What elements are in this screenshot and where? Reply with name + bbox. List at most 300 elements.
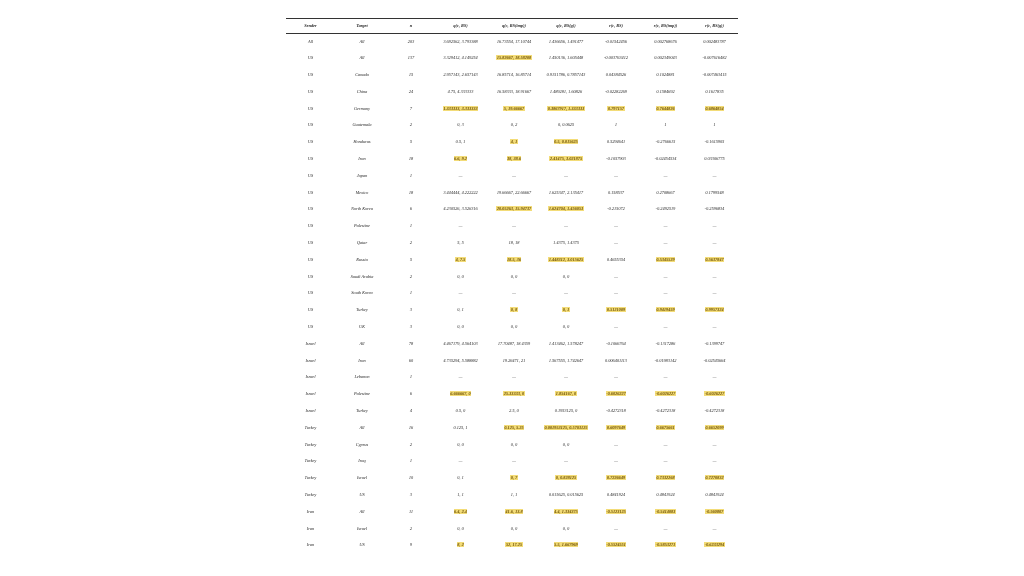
cell-n: 2	[409, 240, 413, 246]
cell-q-rs-g: 1.436656, 1.491477	[548, 38, 584, 44]
cell-sender: US	[307, 324, 314, 330]
table-row	[286, 50, 738, 67]
cell-sender: US	[307, 290, 314, 296]
cell-n: 15	[408, 72, 414, 78]
cell-target: China	[356, 88, 368, 94]
cell-r-rs-imp: —	[663, 324, 668, 330]
cell-sender: US	[307, 55, 314, 61]
cell-target: Canada	[355, 72, 369, 78]
cell-r-rs-imp: 0.002349043	[654, 55, 677, 61]
cell-q-rs: 8, 2	[457, 542, 464, 548]
cell-q-rs-g: 0, 0	[562, 441, 570, 447]
cell-r-rs-imp: 0.2708667	[656, 189, 675, 195]
cell-r-rs: -0.02282269	[605, 88, 627, 94]
cell-r-rs: —	[614, 223, 618, 229]
results-table	[286, 18, 738, 554]
cell-target: Iran	[358, 156, 366, 162]
cell-q-rs-g: 0, 1	[562, 307, 570, 313]
cell-r-rs-imp: —	[663, 172, 668, 178]
cell-r-rs-imp: 0.1024881	[656, 72, 675, 78]
cell-n: 6	[409, 391, 413, 397]
cell-q-rs-g: 1.854167, 0	[555, 391, 577, 397]
cell-n: 9	[409, 542, 413, 548]
cell-q-rs: —	[458, 223, 463, 229]
cell-target: All	[359, 38, 365, 44]
cell-q-rs-imp: 20.05263, 15.94737	[496, 206, 532, 212]
cell-target: Saudi Arabia	[350, 273, 374, 279]
cell-q-rs-g: —	[564, 458, 568, 464]
cell-q-rs: 2.957143, 2.657143	[443, 72, 478, 78]
header-n: n	[409, 22, 413, 28]
cell-r-rs: -0.215072	[607, 206, 625, 212]
cell-sender: US	[307, 206, 314, 212]
cell-q-rs-imp: —	[512, 458, 516, 464]
cell-q-rs-g: 2.41475, 3.021875	[549, 156, 583, 162]
table-row	[286, 386, 738, 403]
cell-n: 1	[409, 290, 413, 296]
header-q-rs-g: q(c, RS(g))	[556, 22, 576, 28]
cell-r-rs: 0.04384526	[605, 72, 627, 78]
cell-q-rs-imp: 15.82667, 18.58208	[496, 55, 532, 61]
cell-q-rs: 0.125, 1	[453, 424, 468, 430]
cell-sender: US	[307, 189, 314, 195]
table-row	[286, 117, 738, 134]
cell-n: 24	[408, 88, 414, 94]
cell-r-rs-g: 0.002483787	[703, 38, 726, 44]
table-row	[286, 34, 738, 51]
cell-r-rs: 0.5294641	[606, 139, 626, 145]
cell-q-rs-imp: 16.58333, 18.91667	[496, 88, 532, 94]
cell-target: US	[359, 492, 365, 498]
cell-r-rs: 0.4655354	[606, 256, 626, 262]
cell-q-rs-g: 0, 0	[562, 273, 570, 279]
cell-q-rs: —	[458, 374, 463, 380]
cell-r-rs: —	[614, 374, 618, 380]
cell-r-rs-g: -0.4272318	[704, 408, 725, 414]
cell-q-rs-g: 0.001953125, 0.5703125	[544, 424, 588, 430]
cell-n: 2	[409, 273, 413, 279]
cell-sender: Israel	[305, 357, 316, 363]
cell-q-rs-imp: 41.6, 13.8	[505, 508, 523, 514]
cell-r-rs-imp: -0.5414083	[655, 508, 676, 514]
cell-r-rs-imp: 0.1584692	[656, 88, 675, 94]
table-row	[286, 285, 738, 302]
cell-target: UK	[359, 324, 365, 330]
table-row	[286, 67, 738, 84]
cell-q-rs: 3.329412, 4.149254	[443, 55, 478, 61]
cell-q-rs: 0.5, 0	[455, 408, 466, 414]
cell-n: 10	[408, 475, 414, 481]
table-row	[286, 504, 738, 521]
cell-r-rs-g: —	[712, 525, 717, 531]
cell-sender: US	[307, 122, 314, 128]
cell-sender: US	[307, 156, 314, 162]
cell-r-rs-imp: 1	[664, 122, 667, 128]
cell-target: Turkey	[356, 307, 368, 313]
cell-r-rs-imp: —	[663, 525, 668, 531]
cell-n: 11	[409, 508, 413, 514]
cell-target: Germany	[354, 105, 370, 111]
cell-n: 137	[407, 55, 415, 61]
cell-r-rs-imp: 0.7644826	[656, 105, 675, 111]
cell-q-rs-g: 1.448312, 3.015625	[548, 256, 584, 262]
cell-r-rs-g: 0.1617835	[705, 88, 724, 94]
cell-r-rs: -0.4272318	[606, 408, 626, 414]
cell-r-rs: 0.4841924	[606, 492, 626, 498]
cell-q-rs: —	[458, 172, 463, 178]
cell-n: 5	[409, 256, 413, 262]
cell-sender: US	[307, 223, 314, 229]
cell-r-rs: -0.01542456	[605, 38, 627, 44]
table-row	[286, 470, 738, 487]
cell-r-rs: 0.5121009	[606, 307, 626, 313]
cell-target: Russia	[356, 256, 368, 262]
cell-r-rs-g: 1	[713, 122, 716, 128]
cell-target: South Korea	[351, 290, 373, 296]
cell-target: All	[359, 508, 365, 514]
cell-q-rs-g: 1.4375, 1.4375	[553, 240, 579, 246]
cell-n: 2	[409, 441, 413, 447]
cell-q-rs-imp: 0, 8	[510, 307, 518, 313]
cell-q-rs: 0, 0	[457, 324, 464, 330]
cell-n: 1	[409, 223, 413, 229]
cell-r-rs: 0.7226649	[606, 475, 626, 481]
cell-sender: Israel	[305, 340, 316, 346]
header-r-rs-imp: r(c, RS(imp))	[653, 22, 678, 28]
cell-r-rs-imp: -0.02454534	[654, 156, 677, 162]
cell-target: Turkey	[356, 408, 368, 414]
cell-r-rs: 0.006401113	[605, 357, 627, 363]
cell-r-rs-imp: —	[663, 458, 668, 464]
table-row	[286, 218, 738, 235]
cell-r-rs-imp: -0.01983142	[654, 357, 677, 363]
table-row	[286, 252, 738, 269]
cell-q-rs-g: —	[564, 172, 568, 178]
cell-sender: Israel	[305, 408, 316, 414]
table-row	[286, 319, 738, 336]
cell-sender: Turkey	[304, 441, 317, 447]
cell-q-rs-g: 0.3867917, 1.333333	[547, 105, 585, 111]
table-row	[286, 487, 738, 504]
cell-r-rs-imp: -0.2492519	[655, 206, 676, 212]
cell-q-rs-g: 0.9151786, 0.7857143	[546, 72, 586, 78]
cell-n: 78	[408, 340, 414, 346]
cell-r-rs-g: —	[712, 172, 717, 178]
cell-r-rs: -0.5123125	[606, 508, 626, 514]
cell-sender: Turkey	[304, 458, 317, 464]
cell-target: Guatemala	[352, 122, 372, 128]
cell-n: 2	[409, 525, 413, 531]
cell-sender: US	[307, 273, 314, 279]
cell-q-rs-imp: 0, 0	[510, 273, 518, 279]
cell-r-rs: 0.797157	[607, 105, 625, 111]
cell-q-rs-imp: —	[512, 374, 516, 380]
table-row	[286, 168, 738, 185]
cell-sender: US	[307, 240, 314, 246]
cell-q-rs: 4.467179, 4.564103	[443, 340, 478, 346]
cell-q-rs-imp: 19.26471, 21	[502, 357, 526, 363]
cell-target: Israel	[356, 525, 368, 531]
cell-q-rs-g: —	[564, 290, 568, 296]
cell-r-rs-imp: —	[663, 223, 668, 229]
cell-target: Iraq	[358, 458, 366, 464]
cell-q-rs: 4, 7.5	[455, 256, 466, 262]
cell-r-rs: —	[614, 290, 618, 296]
header-r-rs: r(c, RS)	[609, 22, 623, 28]
cell-sender: US	[307, 105, 314, 111]
cell-q-rs: 0, 1	[457, 307, 464, 313]
cell-r-rs-g: -0.02545664	[703, 357, 726, 363]
cell-q-rs-g: —	[564, 223, 568, 229]
cell-r-rs-imp: -0.5853271	[655, 542, 676, 548]
cell-r-rs-g: -0.2596834	[704, 206, 725, 212]
cell-r-rs-g: -0.6233294	[704, 542, 725, 548]
cell-r-rs-imp: 0.002768676	[654, 38, 677, 44]
table-row	[286, 151, 738, 168]
cell-q-rs: 0, 0	[457, 441, 464, 447]
cell-n: 1	[409, 374, 413, 380]
cell-q-rs-g: 1.413462, 1.578247	[548, 340, 584, 346]
cell-q-rs: 5, 5	[457, 240, 464, 246]
cell-q-rs-g: 0.1953125, 0	[554, 408, 578, 414]
header-sender: Sender	[304, 22, 317, 28]
cell-q-rs: 4.735294, 5.588882	[443, 357, 478, 363]
table-row	[286, 185, 738, 202]
cell-r-rs-g: —	[712, 273, 717, 279]
cell-n: 203	[407, 38, 415, 44]
cell-q-rs: 0, 0	[457, 525, 464, 531]
cell-r-rs-imp: 0.6675661	[656, 424, 675, 430]
cell-n: 3	[409, 307, 413, 313]
cell-r-rs-imp: —	[663, 273, 668, 279]
cell-n: 1	[409, 458, 413, 464]
table-body	[286, 34, 738, 555]
table-row	[286, 537, 738, 554]
cell-q-rs-imp: 1, 1	[510, 492, 518, 498]
cell-r-rs-imp: 0.7332268	[656, 475, 675, 481]
cell-n: 18	[408, 156, 414, 162]
cell-r-rs: 0.158537	[607, 189, 625, 195]
cell-q-rs-g: 0.5, 0.015625	[554, 139, 578, 145]
table-row	[286, 369, 738, 386]
cell-r-rs-g: —	[712, 441, 717, 447]
header-q-rs-imp: q(c, RS(imp))	[502, 22, 526, 28]
cell-r-rs-g: —	[712, 374, 717, 380]
cell-r-rs-g: —	[712, 240, 717, 246]
cell-q-rs: —	[458, 290, 463, 296]
cell-target: Honduras	[353, 139, 371, 145]
cell-r-rs: —	[614, 441, 618, 447]
cell-q-rs-g: 1.489281, 1.60826	[549, 88, 583, 94]
cell-r-rs: 0.6097649	[606, 424, 626, 430]
cell-q-rs: 0, 3	[457, 122, 464, 128]
cell-sender: Turkey	[304, 492, 317, 498]
cell-q-rs-imp: —	[512, 290, 516, 296]
cell-sender: Iran	[306, 542, 315, 548]
cell-q-rs-imp: 19.66667, 22.66667	[496, 189, 532, 195]
cell-q-rs-g: 1.624704, 1.456053	[548, 206, 584, 212]
cell-q-rs-g: 4.4, 1.334375	[554, 508, 578, 514]
results-table-container	[286, 18, 738, 554]
cell-q-rs-imp: 17.70487, 18.4359	[497, 340, 531, 346]
cell-r-rs-g: 0.9957324	[705, 307, 724, 313]
cell-r-rs-g: 0.1799548	[705, 189, 724, 195]
cell-target: Palestine	[354, 391, 370, 397]
header-target: Target	[356, 22, 368, 28]
cell-q-rs-imp: 5, 19.66667	[503, 105, 525, 111]
cell-n: 5	[409, 139, 413, 145]
cell-q-rs: 1.333333, 3.333333	[443, 105, 478, 111]
cell-r-rs-g: 0.7270832	[705, 475, 724, 481]
table-row	[286, 353, 738, 370]
table-row	[286, 336, 738, 353]
cell-r-rs-g: 0.6864854	[705, 105, 724, 111]
cell-q-rs: 0, 0	[457, 273, 464, 279]
cell-sender: Turkey	[304, 424, 317, 430]
cell-r-rs-g: -0.6026227	[704, 391, 725, 397]
cell-r-rs: —	[614, 273, 618, 279]
cell-r-rs: 1	[614, 122, 618, 128]
cell-target: Cyprus	[355, 441, 369, 447]
cell-r-rs: -0.5524551	[606, 542, 626, 548]
cell-target: Iran	[358, 357, 366, 363]
cell-sender: US	[307, 172, 314, 178]
cell-sender: Israel	[305, 391, 316, 397]
cell-q-rs: 0, 1	[457, 475, 464, 481]
cell-n: 3	[409, 492, 413, 498]
cell-q-rs-imp: 25.33333, 0	[503, 391, 525, 397]
table-row	[286, 201, 738, 218]
cell-q-rs-g: 0, 0.828125	[555, 475, 577, 481]
cell-n: 16	[408, 424, 414, 430]
cell-q-rs-imp: 0, 7	[510, 475, 518, 481]
cell-r-rs-g: -0.560807	[705, 508, 724, 514]
cell-r-rs-g: —	[712, 324, 717, 330]
table-row	[286, 134, 738, 151]
cell-q-rs-g: 0, 0	[562, 324, 570, 330]
header-q-rs: q(c, RS)	[453, 22, 468, 28]
cell-q-rs: 6.6, 9.2	[454, 156, 467, 162]
cell-q-rs-imp: 4, 1	[510, 139, 518, 145]
cell-r-rs: -0.1066764	[606, 340, 626, 346]
table-row	[286, 101, 738, 118]
cell-n: 2	[409, 122, 413, 128]
table-row	[286, 437, 738, 454]
cell-n: 1	[409, 172, 413, 178]
cell-q-rs-imp: 16.85714, 16.85714	[496, 72, 532, 78]
cell-q-rs: 3.692562, 3.793388	[443, 38, 478, 44]
cell-target: North Korea	[351, 206, 373, 212]
cell-n: 4	[409, 408, 413, 414]
cell-r-rs-imp: —	[663, 240, 668, 246]
table-row	[286, 420, 738, 437]
cell-r-rs-imp: -0.6026227	[655, 391, 676, 397]
header-r-rs-g: r(c, RS(g))	[705, 22, 724, 28]
cell-r-rs-g: —	[712, 458, 717, 464]
cell-q-rs: 4.75, 4.333333	[447, 88, 474, 94]
cell-n: 7	[409, 105, 413, 111]
cell-q-rs-imp: 18, 18	[508, 240, 520, 246]
cell-r-rs-imp: 0.5345529	[656, 256, 675, 262]
cell-sender: Israel	[305, 374, 316, 380]
cell-r-rs-g: 0.6652099	[705, 424, 724, 430]
cell-r-rs-g: 0.03306775	[704, 156, 725, 162]
cell-r-rs: —	[614, 458, 618, 464]
cell-r-rs-imp: 0.4841924	[656, 492, 675, 498]
cell-r-rs-imp: -0.2766615	[655, 139, 676, 145]
table-row	[286, 403, 738, 420]
cell-sender: US	[307, 139, 314, 145]
cell-sender: All	[307, 38, 313, 44]
cell-r-rs: -0.6026227	[606, 391, 626, 397]
cell-q-rs-imp: —	[512, 172, 516, 178]
cell-r-rs-imp: —	[663, 290, 668, 296]
cell-r-rs: —	[614, 240, 618, 246]
table-row	[286, 84, 738, 101]
table-row	[286, 235, 738, 252]
cell-q-rs-imp: 38, 38.6	[507, 156, 521, 162]
cell-q-rs-imp: 16.73554, 17.10744	[496, 38, 532, 44]
cell-target: All	[359, 424, 365, 430]
cell-target: Lebanon	[354, 374, 370, 380]
cell-target: Japan	[356, 172, 368, 178]
cell-sender: US	[307, 88, 314, 94]
cell-r-rs-imp: —	[663, 374, 668, 380]
table-row	[286, 269, 738, 286]
cell-q-rs-imp: 52, 17.25	[505, 542, 523, 548]
cell-q-rs-imp: —	[512, 223, 516, 229]
cell-r-rs-imp: 0.9419459	[656, 307, 675, 313]
table-row	[286, 453, 738, 470]
cell-target: US	[359, 542, 365, 548]
cell-n: 18	[408, 189, 414, 195]
cell-r-rs-g: 0.5637847	[705, 256, 724, 262]
cell-q-rs: 3.444444, 4.222222	[443, 189, 478, 195]
cell-r-rs-g: 0.4841924	[705, 492, 724, 498]
cell-r-rs-g: —	[712, 290, 717, 296]
cell-target: Palestine	[354, 223, 370, 229]
cell-r-rs: —	[614, 324, 618, 330]
cell-r-rs: —	[614, 525, 618, 531]
cell-r-rs-imp: -0.4272318	[655, 408, 676, 414]
cell-r-rs-g: -0.1399747	[704, 340, 725, 346]
cell-q-rs-imp: 2.5, 0	[509, 408, 519, 414]
cell-q-rs-imp: 0, 2	[510, 122, 518, 128]
cell-q-rs-g: 1.450136, 1.605448	[548, 55, 584, 61]
cell-q-rs: 0.5, 1	[455, 139, 466, 145]
table-header-row	[286, 19, 738, 34]
cell-q-rs-imp: 0, 0	[510, 324, 518, 330]
cell-n: 60	[408, 357, 414, 363]
cell-q-rs-imp: 0.125, 5.25	[504, 424, 524, 430]
cell-r-rs-imp: —	[663, 441, 668, 447]
cell-r-rs-g: -0.007616482	[702, 55, 727, 61]
cell-q-rs: 6.666667, 0	[450, 391, 471, 397]
cell-q-rs: 1, 1	[457, 492, 464, 498]
cell-target: Mexico	[355, 189, 369, 195]
cell-q-rs: 4.230526, 3.526316	[443, 206, 478, 212]
cell-q-rs-imp: 0, 0	[510, 525, 518, 531]
cell-sender: US	[307, 307, 314, 313]
cell-n: 6	[409, 206, 413, 212]
cell-q-rs-g: 1.625347, 2.135417	[548, 189, 584, 195]
cell-q-rs-g: 0.015625, 0.015625	[548, 492, 584, 498]
cell-target: All	[359, 55, 365, 61]
cell-r-rs: -0.1057903	[606, 156, 626, 162]
cell-sender: Turkey	[304, 475, 317, 481]
cell-q-rs-imp: 18.5, 36	[507, 256, 521, 262]
cell-target: All	[359, 340, 365, 346]
